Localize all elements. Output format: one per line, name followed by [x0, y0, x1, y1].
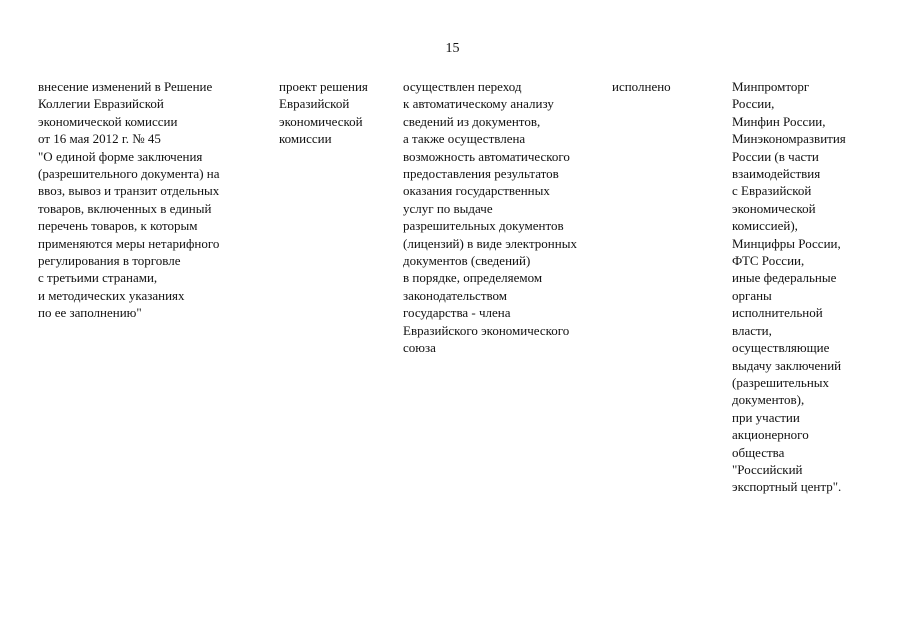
document-type-cell: проект решения Евразийской экономической комиссии [279, 79, 368, 147]
measure-cell: внесение изменений в Решение Коллегии Евразийской экономической комиссии от 16 мая 2012 г. № 45 "О единой форме заключения (разрешительного документа) на ввоз, вывоз и транзит отдельных товаров, включенных в единый перечень товаров, к которым применяются меры нетарифного регулирования в торговле с третьими странами, и методических указаниях по ее заполнению" [38, 79, 220, 321]
status-cell: исполнено [612, 79, 671, 94]
expected-result-cell: осуществлен переход к автоматическому анализу сведений из документов, а также осуществлена возможность автоматического предоставления результатов оказания государственных услуг по выдаче разрешительных документов (лицензий) в виде электронных документов (сведений) в порядке, определяемом законодательством государства - члена Евразийского экономического союза [403, 79, 577, 356]
page-number: 15 [445, 41, 460, 56]
table-row [0, 78, 905, 598]
responsible-cell: Минпромторг России, Минфин России, Минэкономразвития России (в части взаимодействия с Евразийской экономической комиссией), Минцифры России, ФТС России, иные федеральные органы исполнительной власти, осуществляющие выдачу заключений (разрешительных документов), при участии акционерного общества "Российский экспортный центр". [732, 79, 846, 495]
